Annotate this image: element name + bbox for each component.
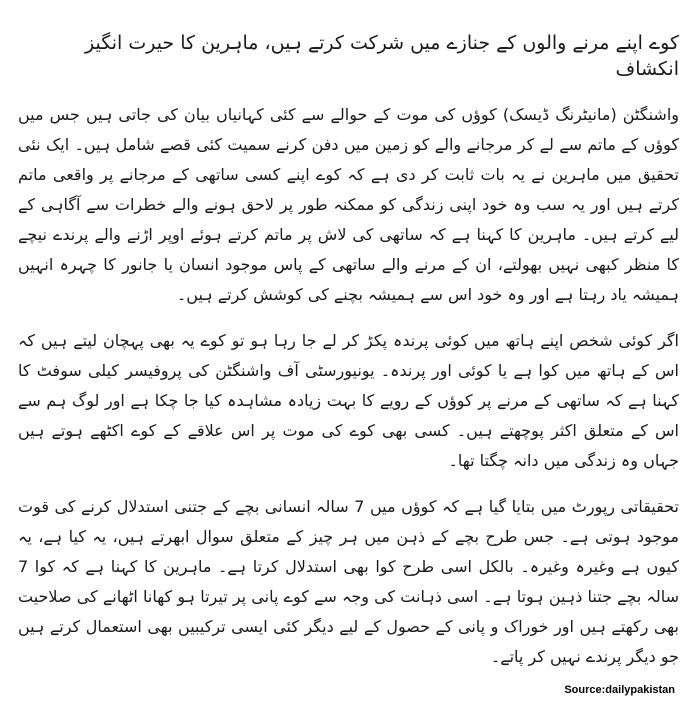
article-headline: کوے اپنے مرنے والوں کے جنازے میں شرکت کرتے ہیں، ماہرین کا حیرت انگیز انکشاف: [85, 32, 679, 80]
article: [18, 30, 679, 688]
source-credit: Source:dailypakistan: [564, 684, 675, 696]
article-paragraph: اگر کوئی شخص اپنے ہاتھ میں کوئی پرندہ پکڑ کر لے جا رہا ہو تو کوے یہ بھی پہچان لیتے ہیں کہ اس کے ہاتھ میں کوا ہے یا کوئی اور پرندہ۔ یونیورسٹی آف واشنگٹن کی پروفیسر کیلی سوفٹ کا کہنا ہے کہ ساتھی کے مرنے پر کوؤں کے رویے کا بہت زیادہ مشاہدہ کیا جا چکا ہے اور لوگ ہم سے اس کے متعلق اکثر پوچھتے ہیں۔ کسی بھی کوے کی موت پر اس علاقے کے کوے اکٹھے ہوتے ہیں جہاں وہ زندگی میں دانہ چگتا تھا۔: [18, 331, 679, 470]
article-paragraph: تحقیقاتی رپورٹ میں بتایا گیا ہے کہ کوؤں میں 7 سالہ انسانی بچے کے جتنی استدلال کرنے کی قوت موجود ہوتی ہے۔ جس طرح بچے کے ذہن میں ہر چیز کے متعلق سوال ابھرتے ہیں، یہ کیا ہے، یہ کیوں ہے وغیرہ وغیرہ۔ بالکل اسی طرح کوا بھی استدلال کرتا ہے۔ ماہرین کا کہنا ہے کہ کوا 7 سالہ بچے جتنا ذہین ہوتا ہے۔ اسی ذہانت کی وجہ سے کوے پانی پر تیرتا ہو کھانا اٹھانے کی صلاحیت بھی رکھتے ہیں اور خوراک و پانی کے حصول کے لیے دیگر کئی ایسی ترکیبیں بھی استعمال کرتے ہیں جو دیگر پرندے نہیں کر پاتے۔: [18, 497, 680, 666]
article-paragraph: واشنگٹن (مانیٹرنگ ڈیسک) کوؤں کی موت کے حوالے سے کئی کہانیاں بیان کی جاتی ہیں جس میں کوؤں کے ماتم سے لے کر مرجانے والے کو زمین میں دفن کرنے سمیت کئی قصے شامل ہیں۔ ایک نئی تحقیق میں ماہرین نے یہ بات ثابت کر دی ہے کہ کوے اپنے کسی ساتھی کے مرجانے پر واقعی ماتم کرتے ہیں اور یہ سب وہ خود اپنی زندگی کو ممکنہ طور پر لاحق ہونے والے خطرات سے آگاہی کے لیے کرتے ہیں۔ ماہرین کا کہنا ہے کہ ساتھی کی لاش پر ماتم کرتے ہوئے اوپر اڑنے والے پرندے نیچے کا منظر کبھی نہیں بھولتے، ان کے مرنے والے ساتھی کے پاس موجود انسان یا جانور کا چہرہ انہیں ہمیشہ یاد رہتا ہے اور وہ خود اس سے ہمیشہ بچنے کی کوشش کرتے ہیں۔: [18, 105, 679, 304]
